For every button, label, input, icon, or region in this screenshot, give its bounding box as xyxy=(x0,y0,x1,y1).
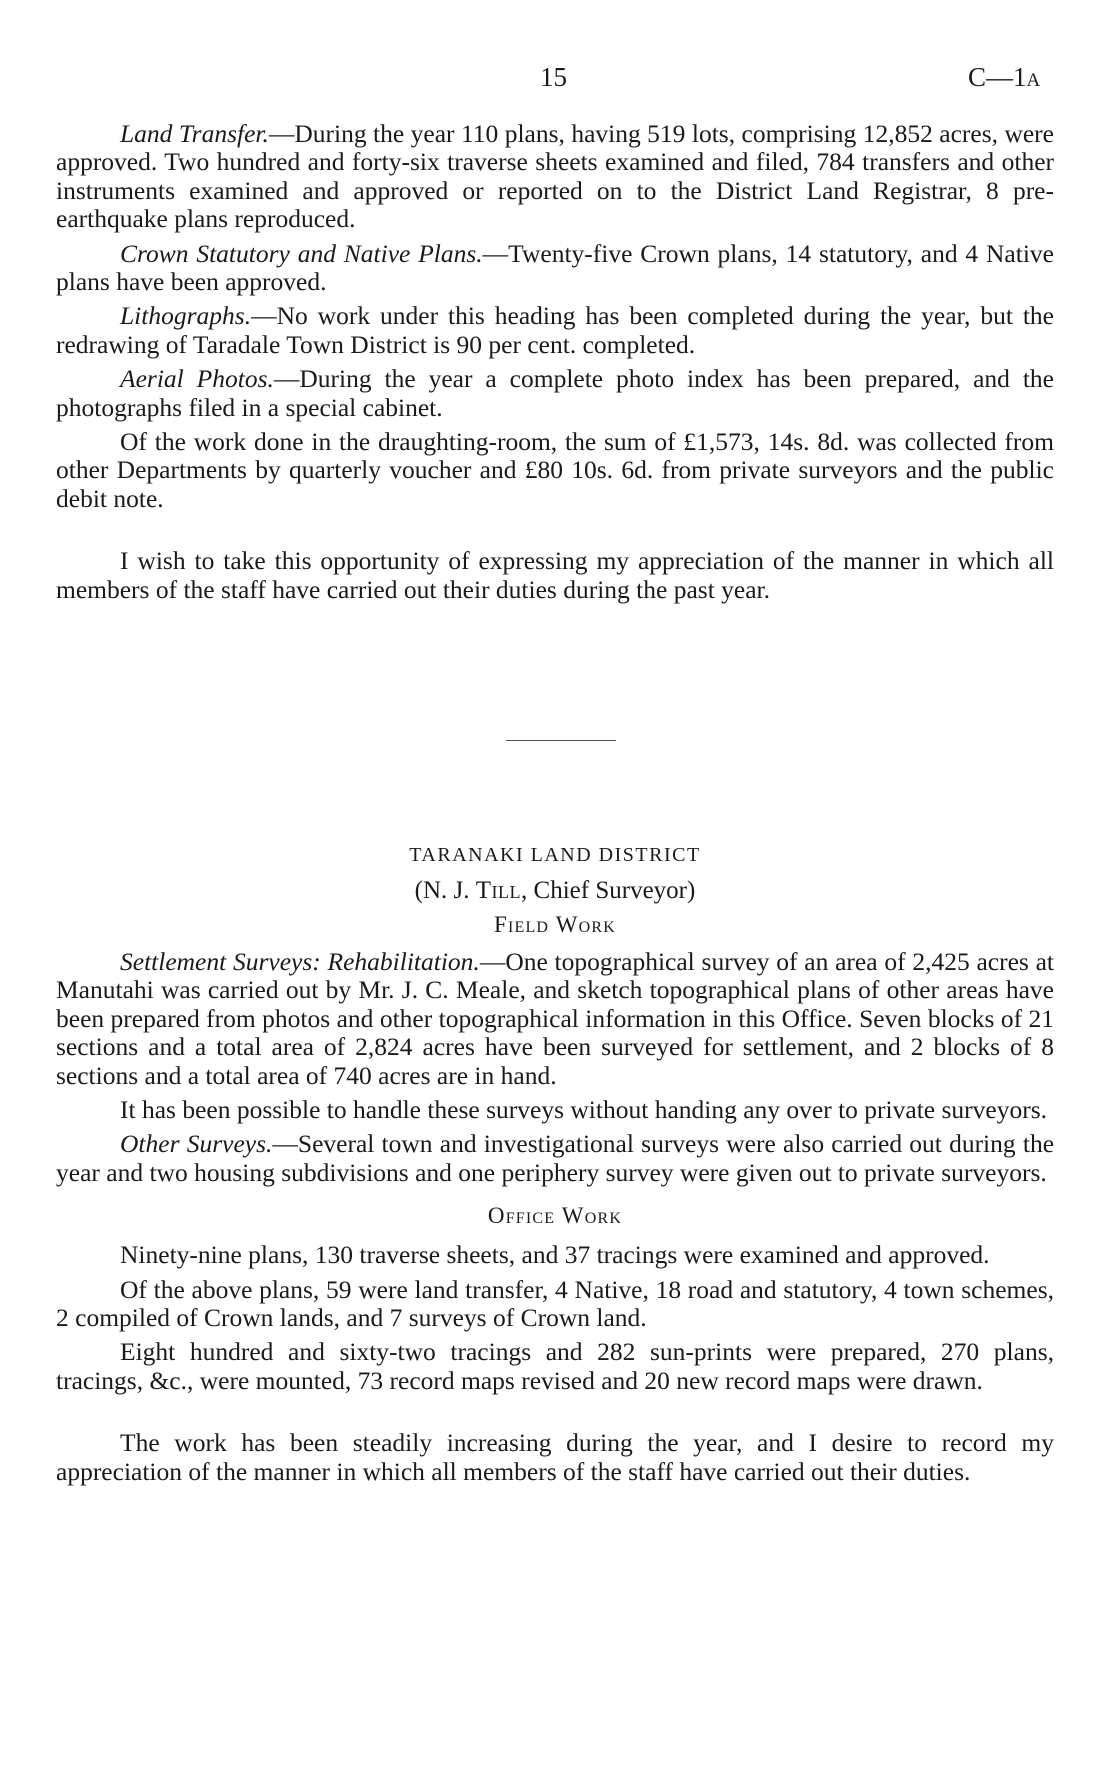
private-surveyors-paragraph: It has been possible to handle these surveys without handing any over to private surveyors. xyxy=(120,1095,1048,1125)
plans-breakdown-paragraph: Of the above plans, 59 were land transfer, 4 Native, 18 road and statutory, 4 town schemes, 2 compiled of Crown lands, and 7 surveys of Crown land. xyxy=(56,1274,1054,1333)
field-work-heading: Field Work xyxy=(493,912,617,937)
paragraph-lead: Lithographs. xyxy=(120,301,252,331)
paragraph-lead: Crown Statutory and Native Plans. xyxy=(120,238,483,268)
paragraph-lead: Aerial Photos. xyxy=(120,364,274,394)
paragraph-lead: Other Surveys. xyxy=(120,1129,273,1159)
closing-paragraph: The work has been steadily increasing during the year, and I desire to record my appreciation of the manner in which all members of the staff have carried out their duties. xyxy=(56,1428,1054,1486)
other-surveys-paragraph xyxy=(56,1130,1054,1187)
surveyor-close: , Chief Surveyor) xyxy=(521,877,696,904)
surveyor-name: Till xyxy=(475,877,522,904)
crown-statutory-paragraph xyxy=(56,240,1054,297)
document-code-main: C—1 xyxy=(968,62,1027,92)
paragraph-text: —No work under this heading has been completed during the year, but the redrawing of Taradale Town District is 90 per cent. completed. xyxy=(56,301,1054,359)
paragraph-text: —Several town and investigational surveys were also carried out during the year and two housing subdivisions and one periphery survey were given out to private surveyors. xyxy=(56,1129,1055,1187)
page-number: 15 xyxy=(540,62,567,92)
document-code-suffix: A xyxy=(1026,70,1041,91)
document-code xyxy=(968,62,1040,93)
lithographs-paragraph xyxy=(56,302,1054,359)
district-title: TARANAKI LAND DISTRICT xyxy=(409,844,701,866)
chief-surveyor-line xyxy=(56,876,1054,906)
paragraph-gap xyxy=(56,1401,1054,1429)
plans-examined-paragraph: Ninety-nine plans, 130 traverse sheets, and 37 tracings were examined and approved. xyxy=(120,1240,990,1270)
draughting-paragraph: Of the work done in the draughting-room, the sum of £1,573, 14s. 8d. was collected from other Departments by quarterly voucher and £80 10s. 6d. from private surveyors and the public debit note. xyxy=(56,427,1054,513)
taranaki-land-district-section xyxy=(56,840,1054,1492)
paragraph-lead: Land Transfer. xyxy=(120,119,269,148)
land-transfer-paragraph xyxy=(56,120,1054,234)
settlement-surveys-paragraph xyxy=(56,948,1054,1090)
surveyor-open: (N. J. xyxy=(414,877,476,904)
appreciation-paragraph: I wish to take this opportunity of expressing my appreciation of the manner in which all members of the staff have carried out their duties during the past year. xyxy=(56,546,1054,604)
page-header xyxy=(0,62,1114,102)
wellington-report-continuation xyxy=(56,120,1054,610)
paragraph-text: —One topographical survey of an area of 2,425 acres at Manutahi was carried out by Mr. J. C. Meale, and sketch topographical plans of other areas have been prepared from photos and other topographical information in this Office. Seven blocks of 21 sections and a total area of 2,824 acres have been surveyed for settlement, and 2 blocks of 8 sections and a total area of 740 acres are in hand. xyxy=(56,947,1055,1090)
paragraph-gap xyxy=(56,519,1054,547)
section-divider xyxy=(506,740,616,741)
aerial-photos-paragraph xyxy=(56,365,1054,422)
tracings-paragraph: Eight hundred and sixty-two tracings and 282 sun-prints were prepared, 270 plans, tracings, &c., were mounted, 73 record maps revised and 20 new record maps were drawn. xyxy=(56,1337,1054,1395)
paragraph-text: —During the year a complete photo index has been prepared, and the photographs filed in a special cabinet. xyxy=(56,364,1054,422)
paragraph-lead: Settlement Surveys: Rehabilitation. xyxy=(120,947,480,976)
paragraph-text: —During the year 110 plans, having 519 lots, comprising 12,852 acres, were approved. Two hundred and forty-six traverse sheets examined and filed, 784 transfers and other instruments examined and approved or reported on to the District Land Registrar, 8 pre-earthquake plans reproduced. xyxy=(56,119,1054,234)
office-work-heading: Office Work xyxy=(487,1203,623,1229)
paragraph-text: —Twenty-five Crown plans, 14 statutory, and 4 Native plans have been approved. xyxy=(56,238,1054,297)
